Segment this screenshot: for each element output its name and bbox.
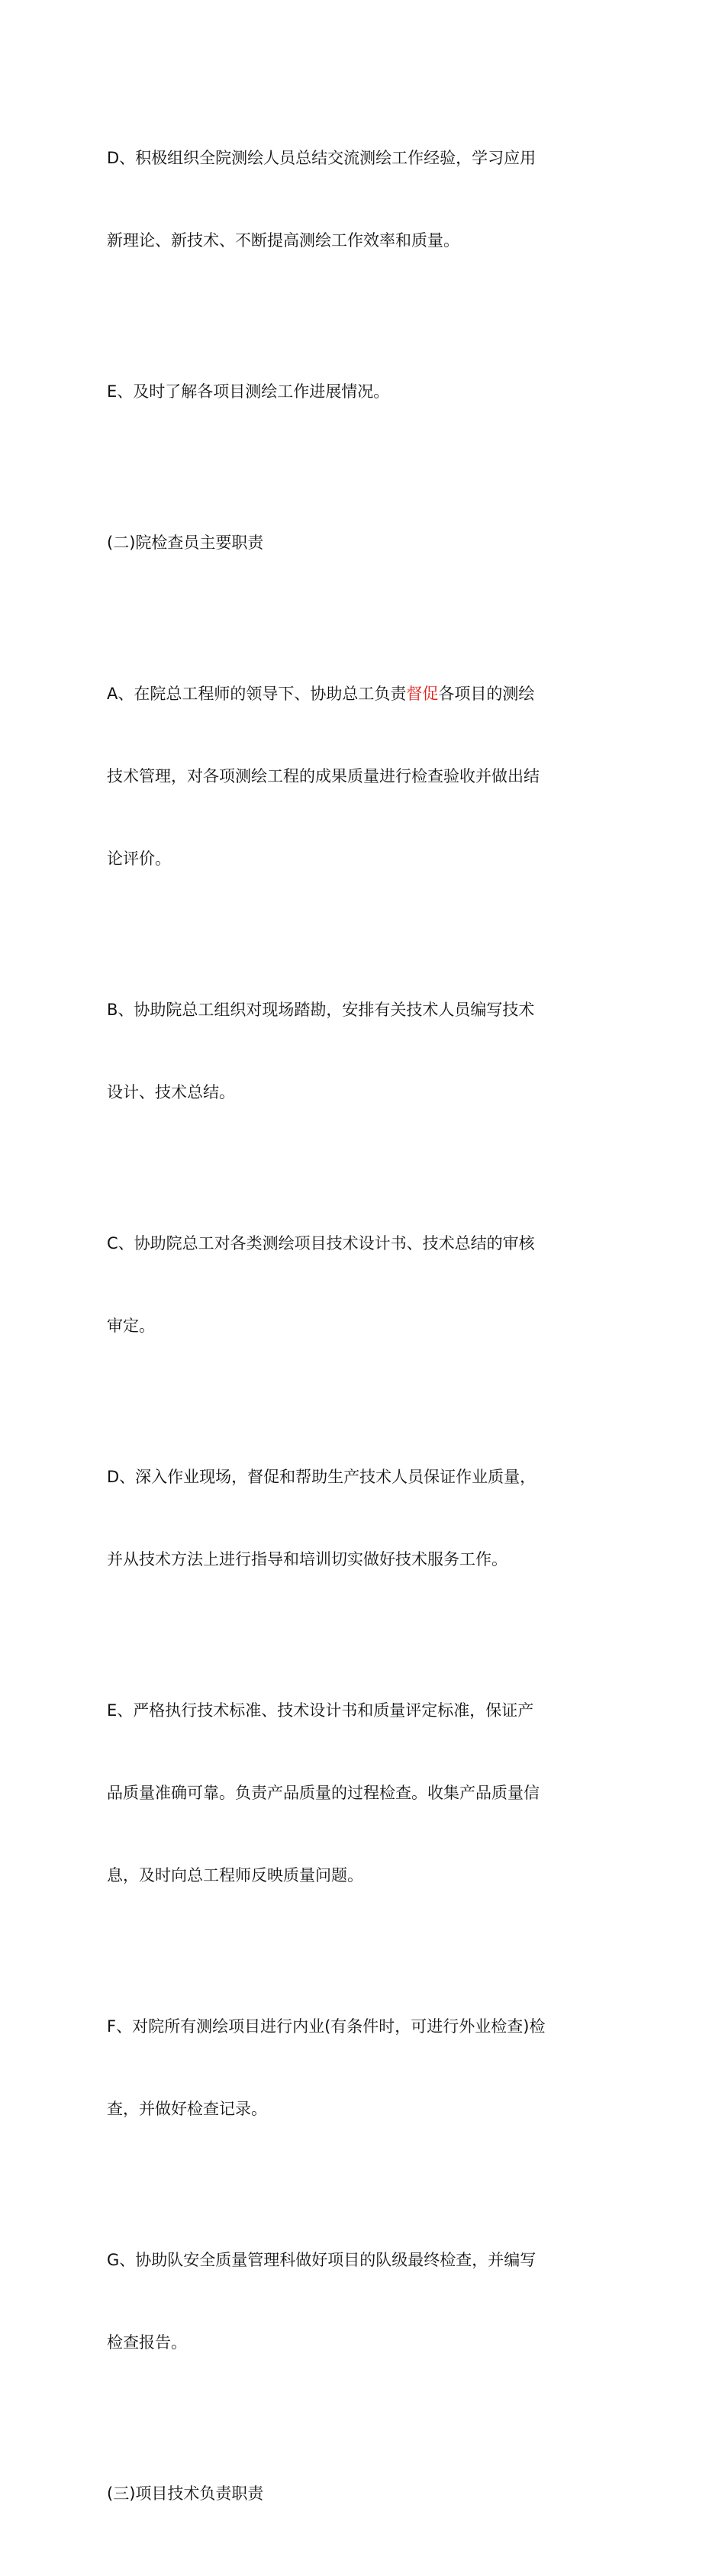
paragraph-a-inspector (107, 625, 626, 927)
text-line (107, 680, 626, 708)
text-line: 并从技术方法上进行指导和培训切实做好技术服务工作。 (107, 1550, 508, 1568)
paragraph-b-survey (107, 941, 626, 1161)
text-line: D、积极组织全院测绘人员总结交流测绘工作经验，学习应用 (107, 149, 536, 167)
paragraph-d-field (107, 1408, 626, 1628)
text-line: 查，并做好检查记录。 (107, 2100, 267, 2118)
text-segment: A、在院总工程师的领导下、协助总工负责 (107, 685, 407, 703)
text-line: C、协助院总工对各类测绘项目技术设计书、技术总结的审核 (107, 1234, 535, 1253)
text-line: 息，及时向总工程师反映质量问题。 (107, 1866, 363, 1884)
text-line: 品质量准确可靠。负责产品质量的过程检查。收集产品质量信 (107, 1784, 540, 1802)
highlighted-text: 督促 (406, 685, 439, 703)
text-line: E、及时了解各项目测绘工作进展情况。 (107, 382, 390, 401)
text-line: 检查报告。 (107, 2333, 187, 2352)
section-heading: (三)项目技术负责职责 (107, 2484, 264, 2503)
text-line: G、协助队安全质量管理科做好项目的队级最终检查，并编写 (107, 2251, 536, 2269)
text-line: 论评价。 (107, 850, 171, 868)
text-line: 技术管理，对各项测绘工程的成果质量进行检查验收并做出结 (107, 767, 540, 785)
text-line: F、对院所有测绘项目进行内业(有条件时，可进行外业检查)检 (107, 2017, 546, 2036)
paragraph-c-review (107, 1175, 626, 1394)
paragraph-e-standards (107, 1642, 626, 1944)
section-heading-inspector-duties (107, 474, 626, 611)
text-line: 新理论、新技术、不断提高测绘工作效率和质量。 (107, 231, 459, 250)
section-heading-project-tech-duties (107, 2425, 626, 2562)
text-line: B、协助院总工组织对现场踏勘，安排有关技术人员编写技术 (107, 1001, 535, 1019)
paragraph-g-final-check (107, 2191, 626, 2411)
text-line: D、深入作业现场，督促和帮助生产技术人员保证作业质量， (107, 1468, 536, 1486)
paragraph-e-progress (107, 323, 626, 460)
text-line: 审定。 (107, 1317, 155, 1335)
text-line: E、严格执行技术标准、技术设计书和质量评定标准，保证产 (107, 1701, 534, 1720)
paragraph-d-organize (107, 89, 626, 309)
text-line: 设计、技术总结。 (107, 1083, 235, 1101)
section-heading: (二)院检查员主要职责 (107, 534, 264, 552)
document-body (107, 89, 626, 2576)
text-segment: 各项目的测绘 (438, 685, 535, 703)
paragraph-f-inspection (107, 1958, 626, 2178)
